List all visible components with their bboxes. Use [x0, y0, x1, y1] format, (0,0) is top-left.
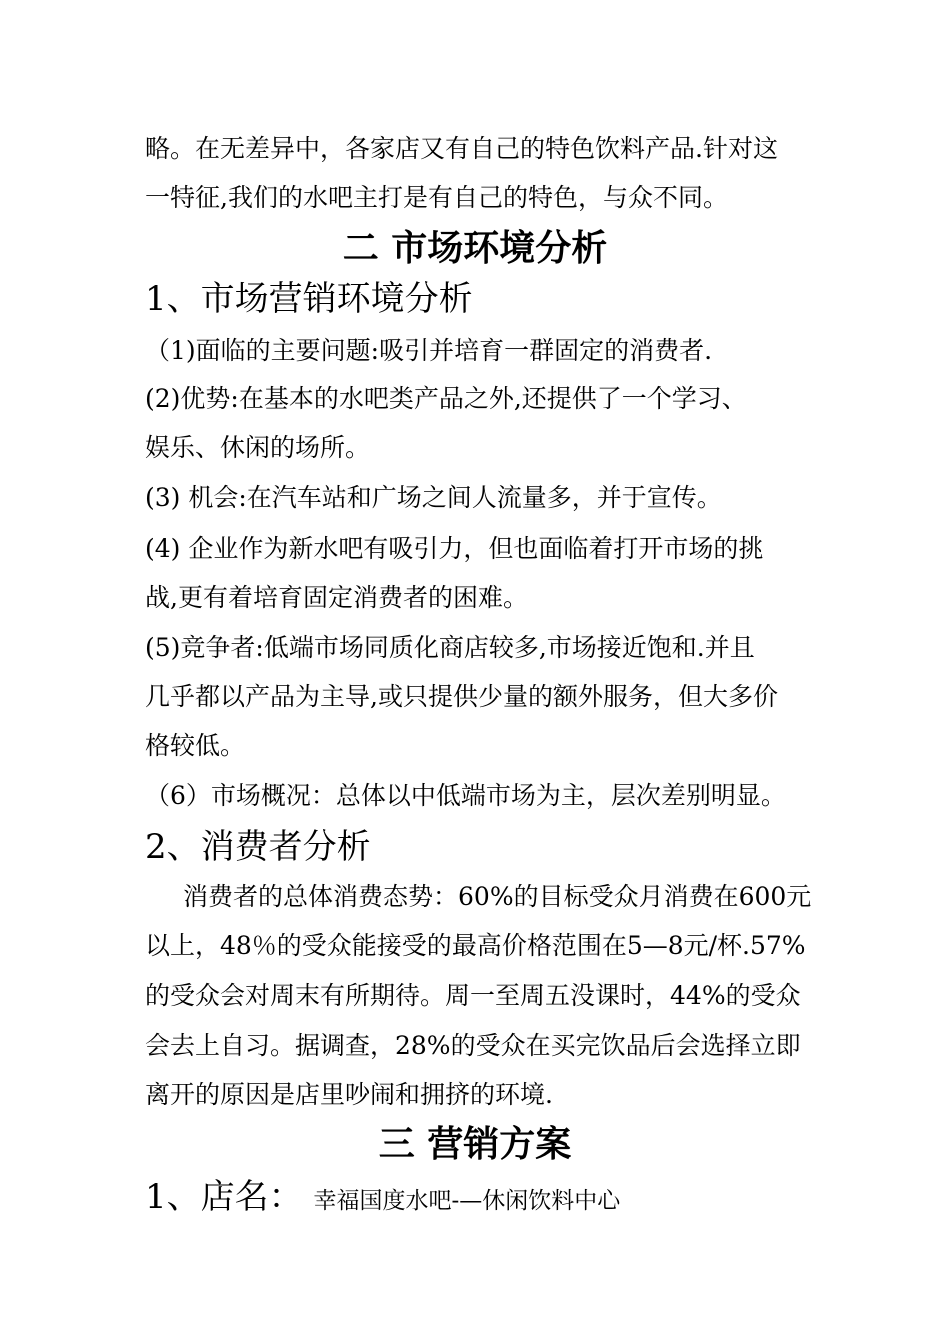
intro-line-2: 一特征,我们的水吧主打是有自己的特色，与众不同。	[145, 183, 728, 212]
market-line-5: (4) 企业作为新水吧有吸引力，但也面临着打开市场的挑	[145, 534, 764, 563]
market-line-3: 娱乐、休闲的场所。	[145, 433, 371, 462]
consumer-line-5: 离开的原因是店里吵闹和拥挤的环境.	[145, 1080, 553, 1109]
section-3-title: 三 营销方案	[378, 1124, 572, 1165]
market-line-9: 格较低。	[145, 731, 246, 760]
section-3-1-heading	[145, 1172, 620, 1222]
section-2-2-heading: 2、消费者分析	[145, 827, 371, 867]
market-line-4: (3) 机会:在汽车站和广场之间人流量多，并于宣传。	[145, 483, 722, 512]
consumer-line-2: 以上，48％的受众能接受的最高价格范围在5—8元/杯.57%	[145, 931, 806, 960]
consumer-line-3: 的受众会对周末有所期待。周一至周五没课时，44%的受众	[145, 981, 801, 1010]
market-line-7: (5)竞争者:低端市场同质化商店较多,市场接近饱和.并且	[145, 633, 755, 662]
section-2-1-heading: 1、市场营销环境分析	[145, 279, 473, 319]
market-line-10: （6）市场概况：总体以中低端市场为主，层次差别明显。	[145, 781, 786, 810]
consumer-line-1: 消费者的总体消费态势：60%的目标受众月消费在600元	[183, 882, 812, 911]
intro-line-1: 略。在无差异中，各家店又有自己的特色饮料产品.针对这	[145, 134, 778, 163]
store-name-value: 幸福国度水吧-—休闲饮料中心	[313, 1188, 621, 1214]
consumer-line-4: 会去上自习。据调查，28%的受众在买完饮品后会选择立即	[145, 1031, 801, 1060]
market-line-2: (2)优势:在基本的水吧类产品之外,还提供了一个学习、	[145, 384, 747, 413]
market-line-8: 几乎都以产品为主导,或只提供少量的额外服务，但大多价	[145, 682, 778, 711]
store-name-label: 1、店名：	[145, 1177, 303, 1217]
market-line-6: 战,更有着培育固定消费者的困难。	[145, 583, 528, 612]
section-2-title: 二 市场环境分析	[342, 228, 608, 269]
market-line-1: （1)面临的主要问题:吸引并培育一群固定的消费者.	[145, 336, 713, 365]
